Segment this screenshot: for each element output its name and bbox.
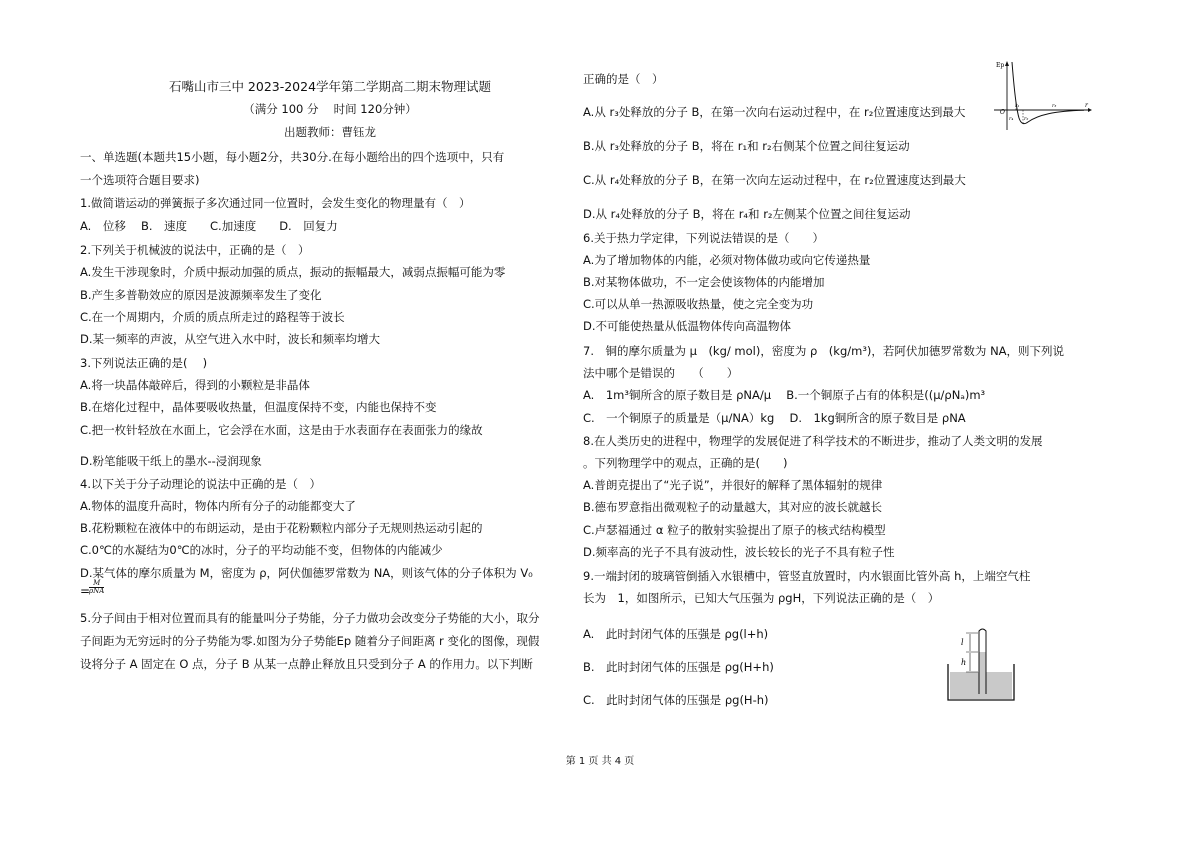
q5-line-1: 5.分子间由于相对位置而具有的能量叫分子势能，分子力做功会改变分子势能的大小，取分	[80, 611, 540, 625]
exam-subtitle: （满分 100 分 时间 120分钟）	[243, 102, 417, 116]
potential-energy-graph	[992, 58, 1092, 132]
q8-line-2: 。下列物理学中的观点，正确的是( )	[583, 456, 788, 470]
q8-option-a: A.普朗克提出了“光子说”，并很好的解释了黑体辐射的规律	[583, 478, 883, 492]
q4-formula-equals: =	[80, 584, 91, 598]
q4-option-c: C.0℃的水凝结为0℃的冰时，分子的平均动能不变，但物体的内能减少	[80, 543, 443, 557]
q9-option-a: A. 此时封闭气体的压强是 ρg(l+h)	[583, 627, 769, 641]
exam-title: 石嘴山市三中 2023-2024学年第二学期高二期末物理试题	[168, 79, 492, 94]
q6-option-d: D.不可能使热量从低温物体传向高温物体	[583, 319, 792, 333]
q3-option-c: C.把一枚针轻放在水面上，它会浮在水面，这是由于水表面存在表面张力的缘故	[80, 423, 483, 437]
q8-option-c: C.卢瑟福通过 α 粒子的散射实验提出了原子的核式结构模型	[583, 523, 886, 537]
q5-line-2: 子间距为无穷远时的分子势能为零.如图为分子势能Ep 随着分子间距离 r 变化的图像，现假	[80, 634, 540, 648]
q9-line-2: 长为 1，如图所示，已知大气压强为 ρgH，下列说法正确的是（ ）	[583, 591, 940, 605]
q1-stem: 1.做简谐运动的弹簧振子多次通过同一位置时，会发生变化的物理量有（ ）	[80, 196, 471, 210]
mercury-tube-diagram	[944, 624, 1020, 704]
q2-stem: 2.下列关于机械波的说法中，正确的是（ ）	[80, 243, 310, 257]
q9-option-b: B. 此时封闭气体的压强是 ρg(H+h)	[583, 660, 774, 674]
q5-line-4: 正确的是（ ）	[583, 72, 664, 86]
r3-label: r₃	[1052, 103, 1057, 109]
q6-option-c: C.可以从单一热源吸收热量，使之完全变为功	[583, 297, 814, 311]
q6-stem: 6.关于热力学定律，下列说法错误的是（ ）	[583, 231, 824, 245]
section-heading: 一、单选题(本题共15小题，每小题2分，共30分.在每小题给出的四个选项中，只有	[80, 150, 505, 164]
q4-formula-numerator: M	[89, 580, 104, 588]
q2-option-b: B.产生多普勒效应的原因是波源频率发生了变化	[80, 288, 322, 302]
q4-option-b: B.花粉颗粒在液体中的布朗运动，是由于花粉颗粒内部分子无规则热运动引起的	[80, 521, 483, 535]
q2-option-a: A.发生干涉现象时，介质中振动加强的质点，振动的振幅最大，减弱点振幅可能为零	[80, 265, 506, 279]
r-label: r	[1085, 102, 1088, 109]
q2-option-d: D.某一频率的声波，从空气进入水中时，波长和频率均增大	[80, 332, 381, 346]
q9-line-1: 9.一端封闭的玻璃管倒插入水银槽中，管竖直放置时，内水银面比管外高 h，上端空气柱	[583, 569, 1031, 583]
q7-line-2: 法中哪个是错误的 （ ）	[583, 366, 739, 380]
page-footer: 第 1 页 共 4 页	[565, 756, 635, 767]
exam-author: 出题教师：曹钰龙	[284, 125, 376, 139]
ep-label: Ep	[996, 62, 1005, 69]
q4-option-a: A.物体的温度升高时，物体内所有分子的动能都变大了	[80, 499, 356, 513]
q3-option-b: B.在熔化过程中，晶体要吸收热量，但温度保持不变，内能也保持不变	[80, 400, 437, 414]
origin-label: O	[1000, 109, 1005, 116]
r-axis-arrow	[1088, 108, 1092, 112]
q3-stem: 3.下列说法正确的是( )	[80, 356, 208, 370]
q5-line-3: 设将分子 A 固定在 O 点，分子 B 从某一点静止释放且只受到分子 A 的作用力。以下判断	[80, 657, 533, 671]
q8-option-d: D.频率高的光子不具有波动性，波长较长的光子不具有粒子性	[583, 545, 895, 559]
q5-option-d: D.从 r₄处释放的分子 B，将在 r₄和 r₂左侧某个位置之间往复运动	[583, 207, 911, 221]
h-label: h	[961, 658, 967, 667]
r1-label: r₁	[1015, 103, 1020, 109]
q8-option-b: B.德布罗意指出微观粒子的动量越大，其对应的波长就越长	[583, 500, 883, 514]
q6-option-a: A.为了增加物体的内能，必须对物体做功或向它传递热量	[583, 253, 871, 267]
q9-option-c: C. 此时封闭气体的压强是 ρg(H-h)	[583, 693, 769, 707]
q2-option-c: C.在一个周期内，介质的质点所走过的路程等于波长	[80, 310, 345, 324]
q5-option-c: C.从 r₄处释放的分子 B，在第一次向左运动过程中，在 r₂位置速度达到最大	[583, 173, 966, 187]
q5-option-b: B.从 r₃处释放的分子 B，将在 r₁和 r₂右侧某个位置之间往复运动	[583, 139, 910, 153]
section-heading-cont: 一个选项符合题目要求)	[80, 173, 200, 187]
q4-formula-denominator: ρNA	[89, 587, 105, 595]
q8-line-1: 8.在人类历史的进程中，物理学的发展促进了科学技术的不断进步，推动了人类文明的发展	[583, 434, 1043, 448]
q4-formula-fraction	[89, 580, 104, 595]
q1-options: A. 位移 B. 速度 C.加速度 D. 回复力	[80, 219, 338, 233]
q6-option-b: B.对某物体做功，不一定会使该物体的内能增加	[583, 275, 825, 289]
mercury-in-tube	[979, 652, 986, 694]
q4-stem: 4.以下关于分子动理论的说法中正确的是（ ）	[80, 477, 321, 491]
q4-option-d: D.某气体的摩尔质量为 M，密度为 ρ，阿伏伽德罗常数为 NA，则该气体的分子体积为 V₀	[80, 566, 533, 580]
ep-axis-arrow	[1005, 61, 1009, 66]
q7-options-cd: C. 一个铜原子的质量是（μ/NA）kg D. 1kg铜所含的原子数目是 ρNA	[583, 411, 966, 425]
q7-line-1: 7. 铜的摩尔质量为 μ (kg/ mol)，密度为 ρ (kg/m³)，若阿伏加德罗常数为 NA，则下列说	[583, 344, 1065, 358]
q3-option-d: D.粉笔能吸干纸上的墨水--浸润现象	[80, 454, 262, 468]
r2-label: r₂	[1024, 116, 1029, 122]
r4-label: r₄	[1009, 116, 1014, 122]
q3-option-a: A.将一块晶体敲碎后，得到的小颗粒是非晶体	[80, 378, 310, 392]
q5-option-a: A.从 r₃处释放的分子 B，在第一次向右运动过程中，在 r₂位置速度达到最大	[583, 105, 966, 119]
q7-options-ab: A. 1m³铜所含的原子数目是 ρNA/μ B.一个铜原子占有的体积是((μ/ρNₐ)m³	[583, 388, 986, 402]
l-label: l	[961, 638, 964, 647]
